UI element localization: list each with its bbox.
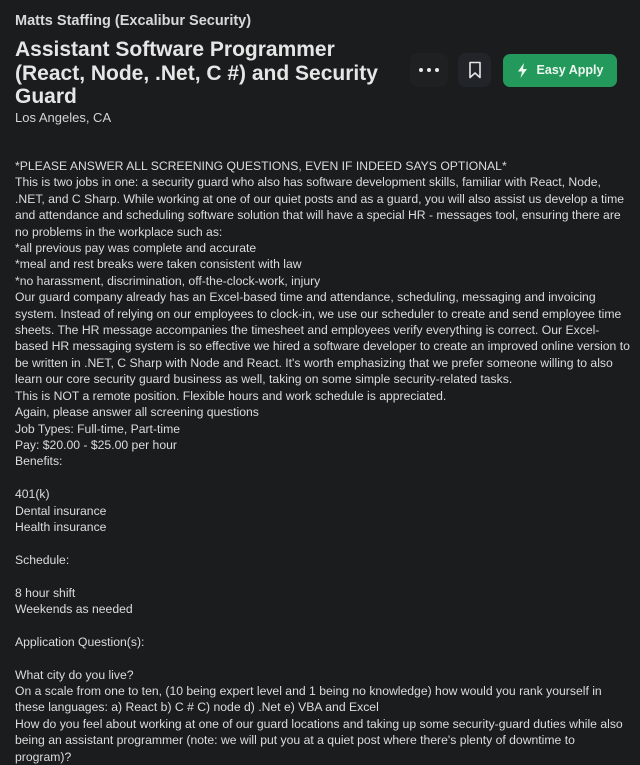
more-options-button[interactable] [410,53,448,87]
job-actions [410,53,617,87]
screening-notice: *PLEASE ANSWER ALL SCREENING QUESTIONS, EVEN IF INDEED SAYS OPTIONAL* [15,159,507,173]
job-location: Los Angeles, CA [15,110,112,125]
benefit-item: Dental insurance [15,503,107,518]
job-title: Assistant Software Programmer (React, Node, .Net, C #) and Security Guard [15,38,378,108]
job-description [15,158,630,765]
lightning-bolt-icon [517,63,528,78]
schedule-heading: Schedule: [15,552,70,567]
schedule-item: Weekends as needed [15,601,133,616]
benefit-item: Health insurance [15,519,107,534]
question-item: On a scale from one to ten, (10 being expert level and 1 being no knowledge) how would you rank yourself in these languages: a) React b) C # C) node d) .Net e) VBA and Excel [15,683,602,715]
benefits-heading: Benefits: [15,454,63,469]
ellipsis-icon [417,68,441,72]
remote-note: This is NOT a remote position. Flexible hours and work schedule is appreciated. [15,388,447,403]
intro-paragraph: This is two jobs in one: a security guard who also has software development skills, familiar with React, Node, .NET, and C Sharp. While working at one of our quiet posts and as a guard, you will also assist us develop a time and attendance and scheduling software solution that will have a special HR - messages tool, ensuring there are no problems in the workplace such as: [15,175,625,239]
bullet-item: *meal and rest breaks were taken consistent with law [15,257,302,272]
save-job-button[interactable] [458,53,491,87]
easy-apply-button[interactable] [503,54,617,87]
pay-range: Pay: $20.00 - $25.00 per hour [15,437,177,452]
bullet-item: *all previous pay was complete and accurate [15,241,257,256]
questions-heading: Application Question(s): [15,634,145,649]
question-item: How do you feel about working at one of our guard locations and taking up some security-guard duties while also being an assistant programmer (note: we will put you at a quiet post where there's plenty of downtime to program)? [15,716,623,764]
question-item: What city do you live? [15,667,134,682]
bullet-item: *no harassment, discrimination, off-the-clock-work, injury [15,273,321,288]
company-name[interactable]: Matts Staffing (Excalibur Security) [15,13,252,29]
body-paragraph: Our guard company already has an Excel-based time and attendance, scheduling, messaging and invoicing system. Instead of relying on our employees to clock-in, we use our scheduler to create and send employee time sheets. The HR message accompanies the timesheet and employees verify everything is correct. Our Excel-based HR messaging system is so effective we hired a software developer to create an improved online version to be written in .NET, C Sharp with Node and React. It's worth emphasizing that we prefer someone willing to also learn our core security guard business as well, taking on some simple security-related tasks. [15,290,630,387]
job-types: Job Types: Full-time, Part-time [15,421,181,436]
benefit-item: 401(k) [15,487,50,502]
schedule-item: 8 hour shift [15,585,76,600]
bookmark-icon [468,61,482,79]
easy-apply-label: Easy Apply [536,63,604,77]
reminder: Again, please answer all screening questions [15,405,259,420]
